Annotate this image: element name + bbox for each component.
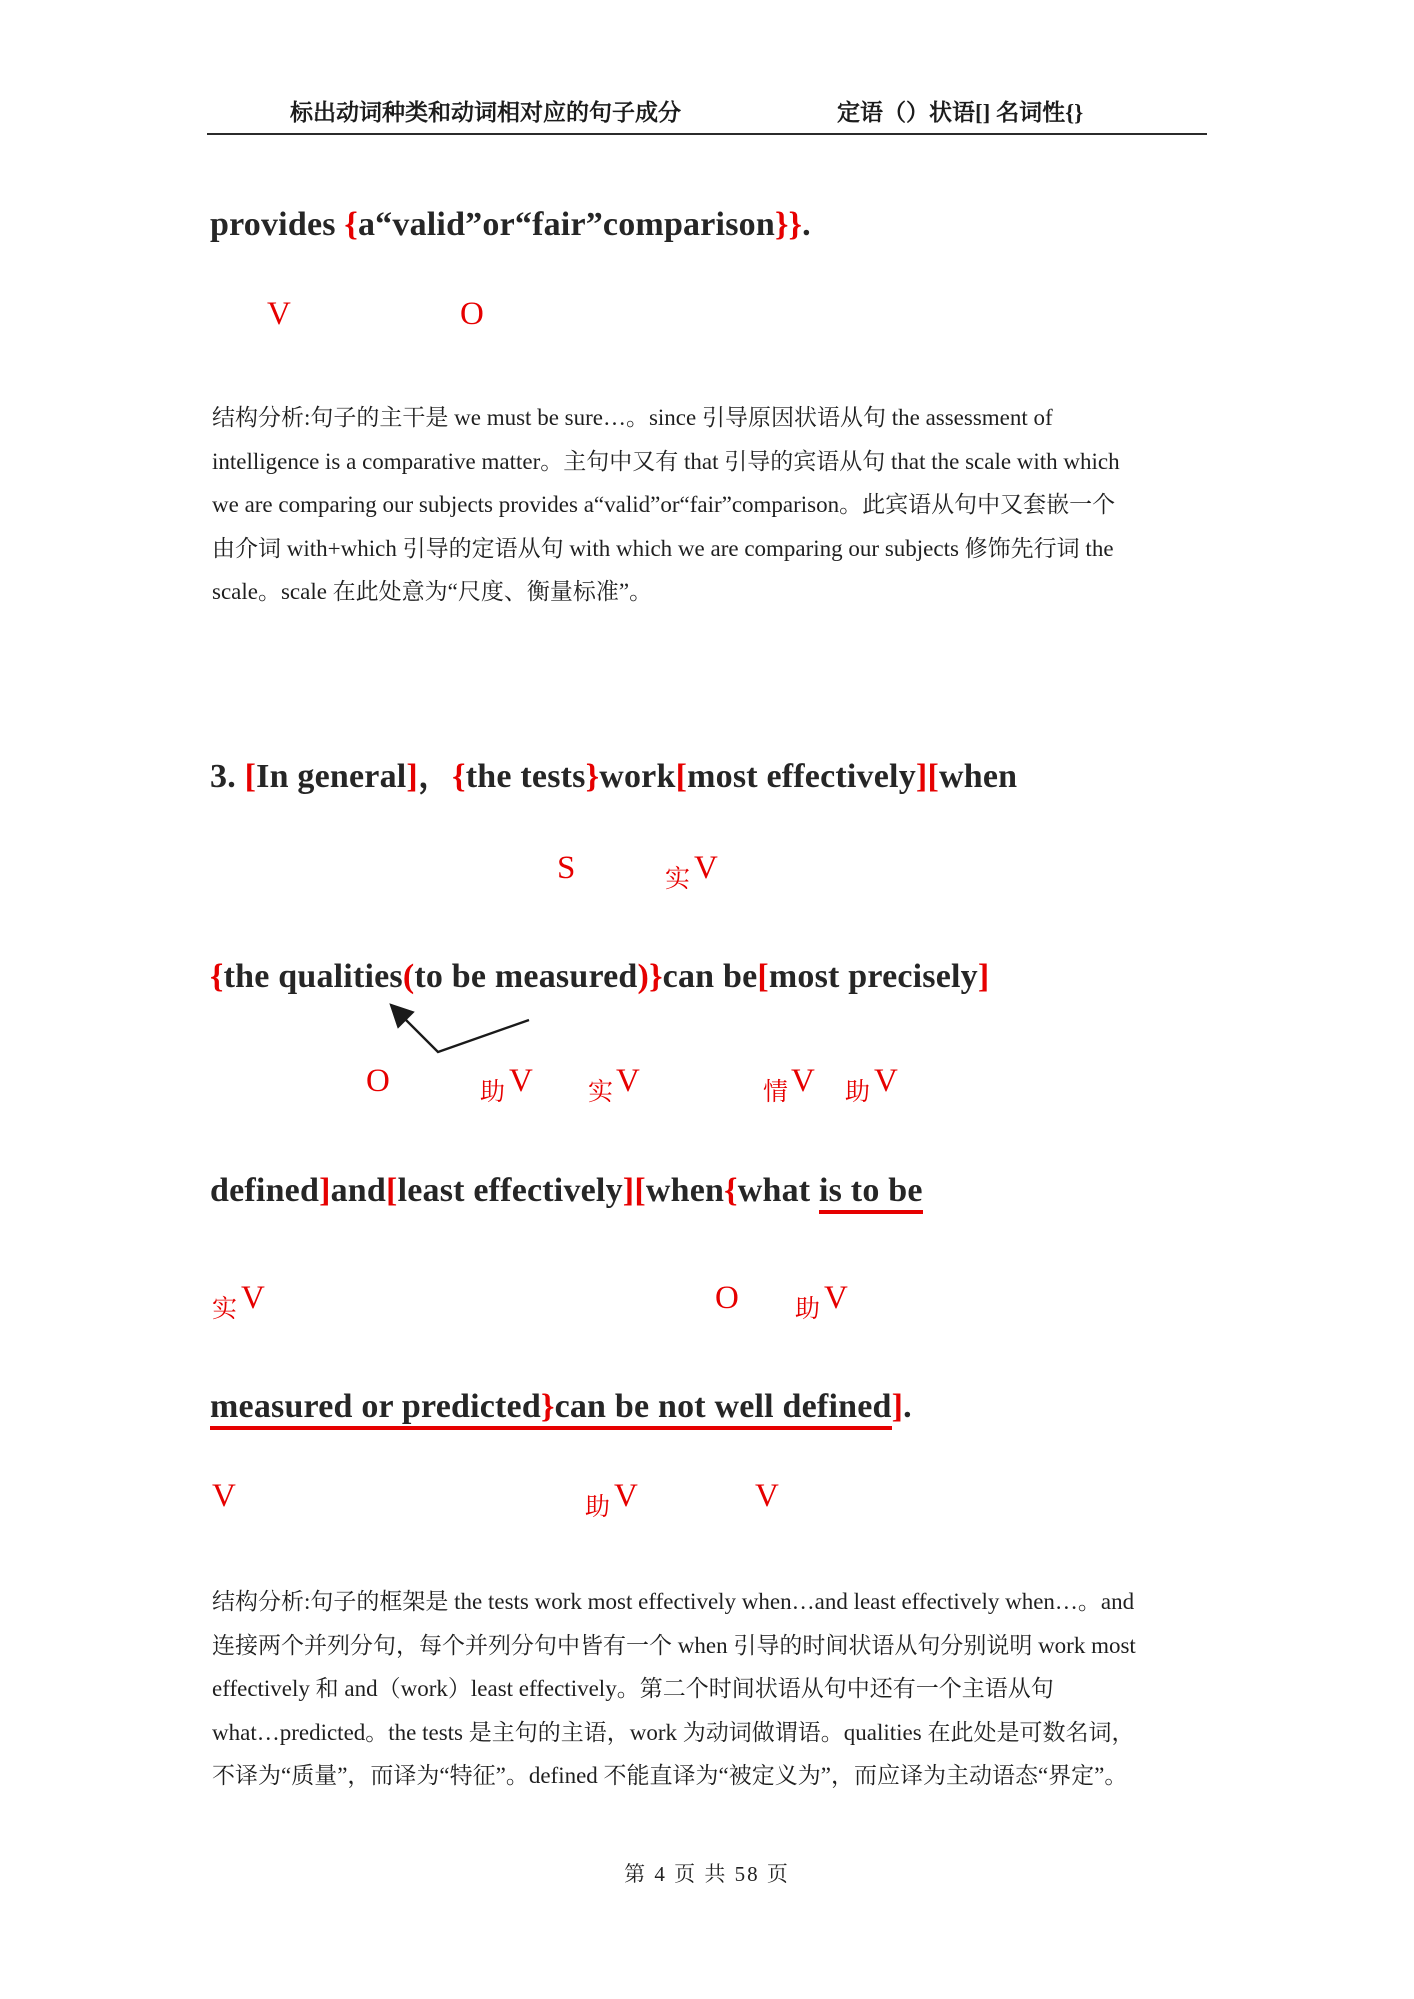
analysis-line: what…predicted。the tests 是主句的主语，work 为动词做谓语。qualities 在此处是可数名词， [212,1719,1135,1745]
bracket-markup: { [210,958,224,995]
annotation-label: 助 [845,1079,871,1106]
annotation-label: V [212,1478,236,1514]
annotation-label: V [509,1063,533,1099]
page-footer: 第 4 页 共 58 页 [624,1862,790,1886]
bracket-markup: ] [915,758,928,795]
sentence-text: when [645,1172,725,1209]
sentence-text: In general [256,758,407,795]
annotation-label: V [616,1063,640,1099]
annotated-sentence-1 [210,206,811,244]
bracket-markup: ] [406,758,418,795]
bracket-markup: { [724,1172,738,1209]
verb-label-row-5 [0,1478,1414,1526]
sentence-text: work [599,758,676,795]
analysis-line: 不译为“质量”，而译为“特征”。defined 不能直译为“被定义为”，而应译为主动语态“界定”。 [212,1763,1128,1788]
verb-label-row-4 [0,1280,1414,1328]
bracket-markup: { [344,206,358,243]
sentence-text: measured or predicted [210,1388,541,1430]
sentence-text: a“valid”or“fair”comparison [357,206,775,243]
annotated-sentence-5 [210,1388,912,1426]
annotation-label: 助 [795,1296,821,1323]
analysis-paragraph-1 [212,396,1120,614]
bracket-markup: } [649,958,663,995]
annotation-label: V [874,1063,898,1099]
bracket-markup: [ [244,758,257,795]
sentence-text: the qualities [223,958,403,995]
annotation-label: V [694,850,718,886]
bracket-markup: }} [774,206,803,243]
analysis-line: intelligence is a comparative matter。主句中又有 that 引导的宾语从句 that the scale with which [212,448,1120,474]
sentence-text: ， [417,758,453,795]
annotated-sentence-4 [210,1172,923,1210]
bracket-markup: ] [891,1388,904,1425]
sentence-text: to be measured [414,958,638,995]
verb-label-row-1 [0,296,1414,344]
sentence-text: defined [210,1172,320,1209]
annotation-label: O [460,296,484,332]
annotated-sentence-3 [210,958,989,996]
analysis-line: we are comparing our subjects provides a“valid”or“fair”comparison。此宾语从句中又套嵌一个 [212,492,1116,517]
sentence-text: can be not well defined [555,1388,892,1430]
bracket-markup: ] [977,958,990,995]
bracket-markup: [ [634,1172,646,1209]
analysis-line: 结构分析:句子的主干是 we must be sure…。since 引导原因状语从句 the assessment of [212,405,1053,430]
bracket-markup: ) [637,958,650,995]
annotation-label: 助 [480,1079,506,1106]
annotation-label: V [791,1063,815,1099]
bracket-markup: ] [319,1172,331,1209]
sentence-text: . [802,206,811,243]
annotation-label: V [267,296,291,332]
annotation-label: V [241,1280,265,1316]
annotation-label: 情 [763,1079,789,1106]
sentence-text: when [938,758,1018,795]
sentence-text: the tests [465,758,586,795]
bracket-markup: } [541,1388,555,1430]
annotation-label: 助 [585,1494,611,1521]
bracket-markup: { [452,758,466,795]
header-title-left: 标出动词种类和动词相对应的句子成分 [290,100,681,125]
analysis-line: 结构分析:句子的框架是 the tests work most effectively when…and least effectively when…。and [212,1589,1135,1614]
annotation-label: V [755,1478,779,1514]
analysis-paragraph-2 [212,1580,1136,1798]
analysis-line: 由介词 with+which 引导的定语从句 with which we are comparing our subjects 修饰先行词 the [212,535,1114,561]
sentence-text: . [903,1388,912,1425]
sentence-text: least effectively [397,1172,623,1209]
sentence-text: what [737,1172,820,1209]
bracket-markup: } [585,758,600,795]
annotation-label: 实 [588,1079,614,1106]
header-divider [207,133,1207,135]
analysis-line: effectively 和 and（work）least effectively。第二个时间状语从句中还有一个主语从句 [212,1676,1054,1701]
sentence-text: most precisely [768,958,978,995]
annotated-sentence-2 [210,748,1017,797]
analysis-line: 连接两个并列分句，每个并列分句中皆有一个 when 引导的时间状语从句分别说明 work most [212,1632,1136,1658]
sentence-text: can be [662,958,758,995]
analysis-line: scale。scale 在此处意为“尺度、衡量标准”。 [212,579,653,604]
annotation-label: S [557,850,576,886]
verb-label-row-2 [0,850,1414,898]
bracket-markup: ( [402,958,415,995]
annotation-arrow-icon [370,995,550,1065]
bracket-markup: [ [757,958,769,995]
verb-label-row-3 [0,1063,1414,1111]
annotation-label: 实 [665,866,691,893]
sentence-text: provides [210,206,345,243]
annotation-label: O [715,1280,739,1316]
sentence-text: and [330,1172,387,1209]
bracket-markup: [ [927,758,939,795]
annotation-label: V [614,1478,638,1514]
bracket-markup: [ [386,1172,398,1209]
annotation-label: O [366,1063,390,1099]
sentence-text: is to be [819,1172,923,1214]
bracket-markup: ] [622,1172,635,1209]
bracket-markup: [ [675,758,688,795]
annotation-label: 实 [212,1296,238,1323]
sentence-text: 3. [210,758,245,795]
annotation-label: V [824,1280,848,1316]
header-legend-right: 定语（）状语[] 名词性{} [837,100,1084,125]
sentence-text: most effectively [687,758,916,795]
